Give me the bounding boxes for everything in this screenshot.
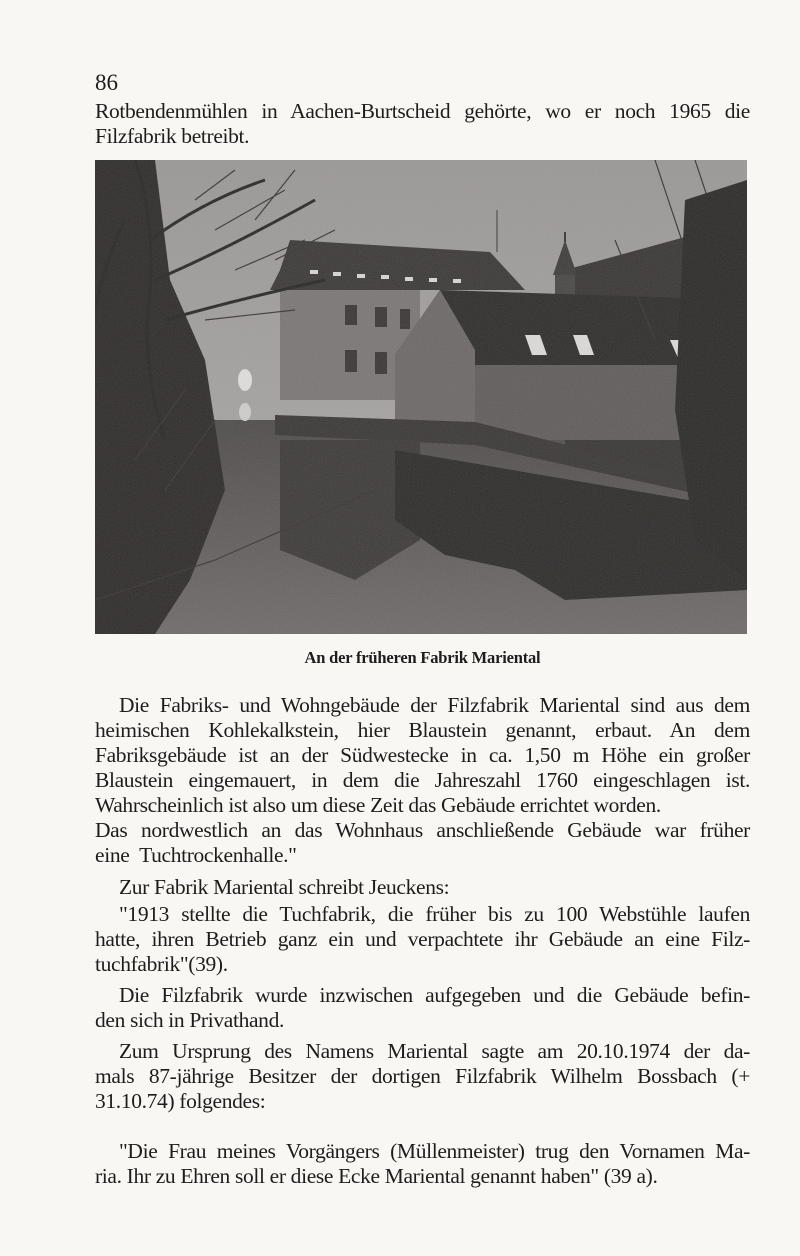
body-line-9: "1913 stellte die Tuchfabrik, die früher bis zu 100 Webstühle laufen (119, 902, 750, 926)
body-line-14: Zum Ursprung des Namens Mariental sagte am 20.10.1974 der da- (119, 1039, 750, 1063)
body-line-5: Wahrscheinlich ist also um diese Zeit das Gebäude errichtet worden. (95, 793, 661, 817)
page-number: 86 (95, 70, 118, 95)
body-line-12: Die Filzfabrik wurde inzwischen aufgegeben und die Gebäude befin- (119, 983, 750, 1007)
body-line-8: Zur Fabrik Mariental schreibt Jeuckens: (119, 875, 450, 899)
intro-line-1: Rotbendenmühlen in Aachen-Burtscheid gehörte, wo er noch 1965 die (95, 99, 750, 123)
body-line-17: "Die Frau meines Vorgängers (Müllenmeister) trug den Vornamen Ma- (119, 1139, 750, 1163)
body-line-15: mals 87-jährige Besitzer der dortigen Filzfabrik Wilhelm Bossbach (+ (95, 1064, 750, 1088)
body-line-7: eine Tuchtrockenhalle." (95, 843, 297, 867)
body-line-16: 31.10.74) folgendes: (95, 1089, 266, 1113)
body-line-2: heimischen Kohlekalkstein, hier Blaustein genannt, erbaut. An dem (95, 718, 750, 742)
figure-photo (95, 160, 747, 634)
body-line-11: tuchfabrik"(39). (95, 952, 228, 976)
body-line-18: ria. Ihr zu Ehren soll er diese Ecke Mariental genannt haben" (39 a). (95, 1164, 658, 1188)
body-line-3: Fabriksgebäude ist an der Südwestecke in ca. 1,50 m Höhe ein großer (95, 743, 750, 767)
body-line-1: Die Fabriks- und Wohngebäude der Filzfabrik Mariental sind aus dem (119, 693, 750, 717)
body-line-10: hatte, ihren Betrieb ganz ein und verpachtete ihr Gebäude an eine Filz- (95, 927, 750, 951)
intro-line-2: Filzfabrik betreibt. (95, 124, 250, 148)
figure-caption: An der früheren Fabrik Mariental (304, 648, 541, 667)
body-line-6: Das nordwestlich an das Wohnhaus anschließende Gebäude war früher (95, 818, 750, 842)
factory-photo-illustration (95, 160, 747, 634)
body-line-4: Blaustein eingemauert, in dem die Jahreszahl 1760 eingeschlagen ist. (95, 768, 750, 792)
body-line-13: den sich in Privathand. (95, 1008, 284, 1032)
